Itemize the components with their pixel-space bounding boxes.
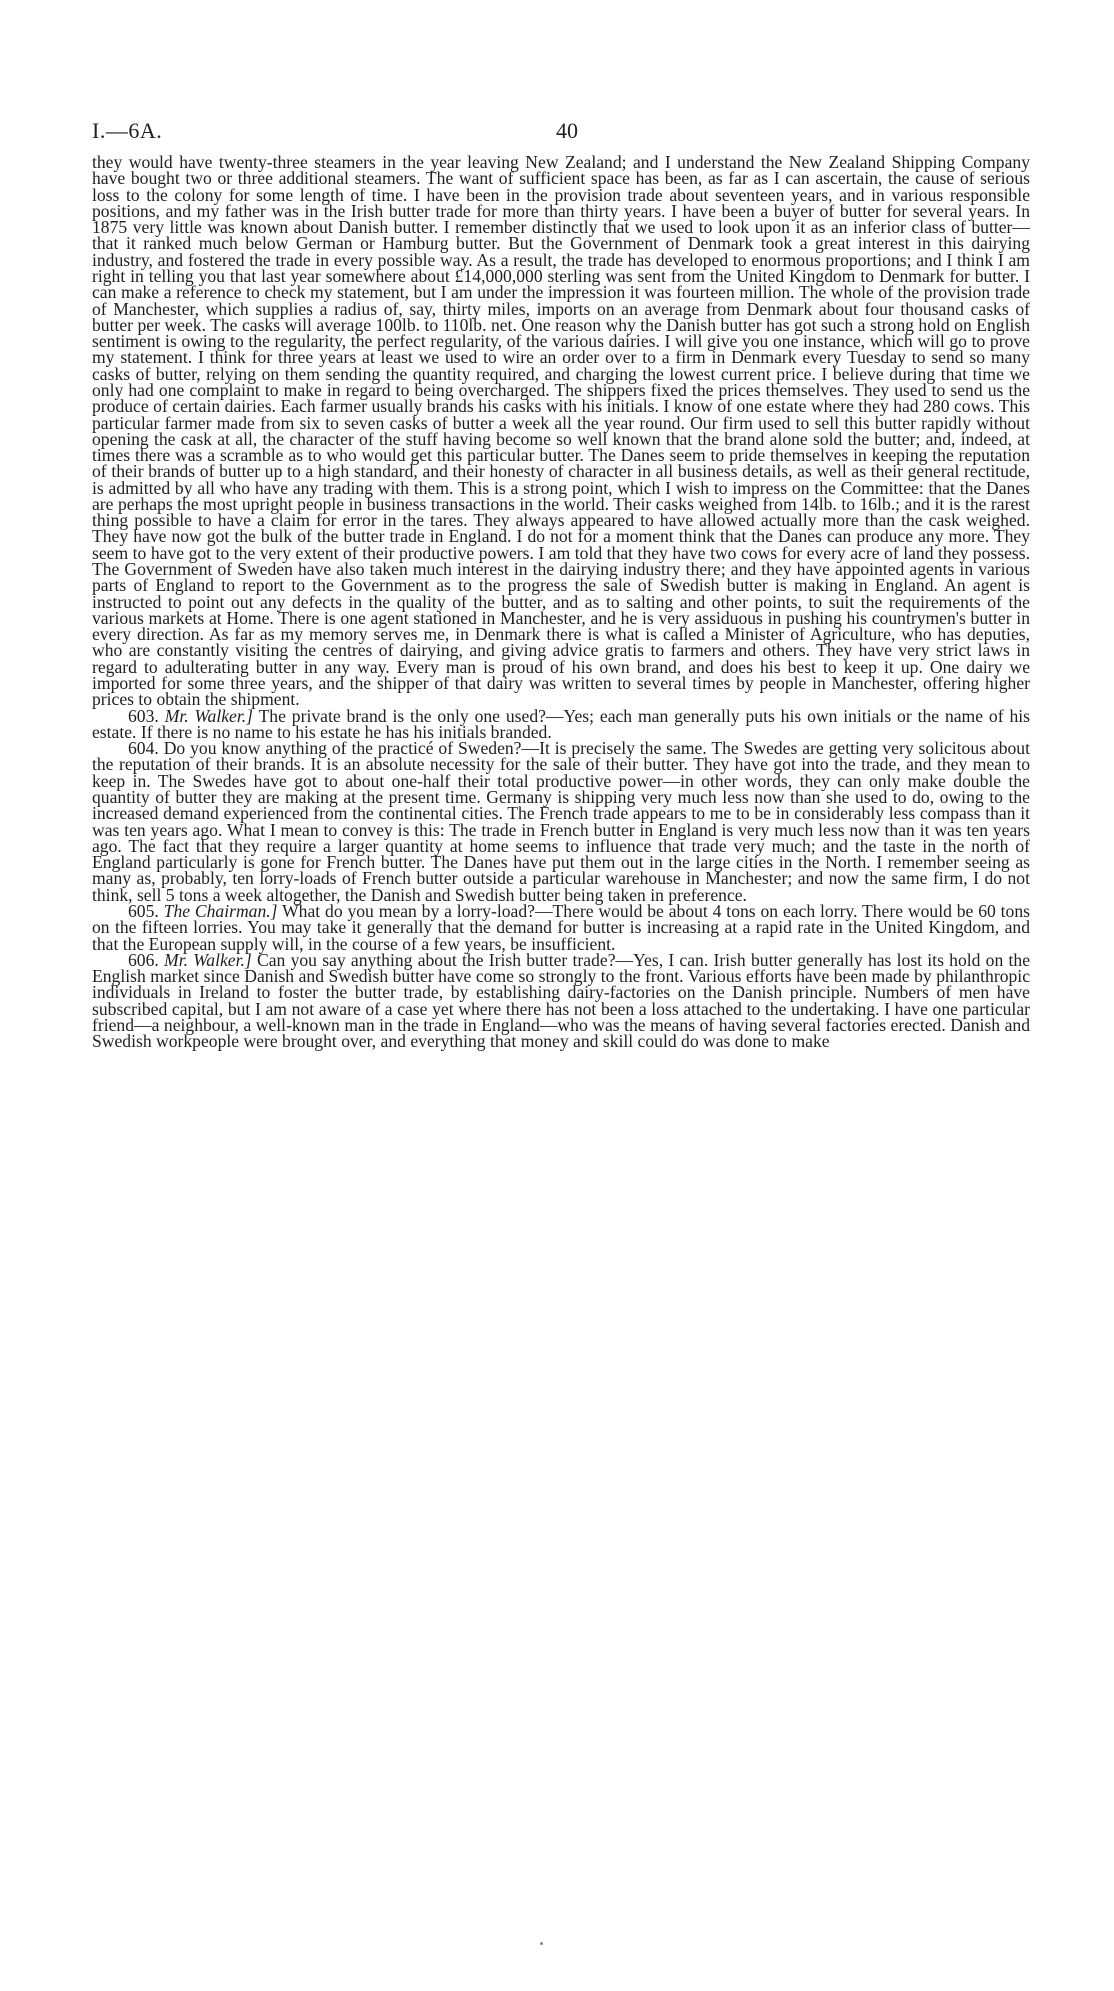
document-page <box>92 118 1031 1052</box>
paragraph-continuation <box>92 154 1030 708</box>
page-number: 40 <box>556 118 578 143</box>
paragraph-606 <box>92 949 1031 1052</box>
paragraph-605 <box>92 900 1030 954</box>
paragraph-604 <box>92 740 1030 903</box>
page-header <box>92 118 1030 154</box>
speaker-label: The Chairman.] <box>163 900 278 921</box>
speaker-label: Mr. Walker.] <box>164 705 253 726</box>
speaker-label: Mr. Walker.] <box>164 949 252 970</box>
question-number: 606. <box>128 949 159 970</box>
question-number: 604. <box>128 738 159 759</box>
document-reference: I.—6A. <box>92 118 163 143</box>
print-speck <box>540 1942 543 1945</box>
paragraph-text: What do you mean by a lorry-load?—There would be about 4 tons on each lorry. There would be 60 tons on the fifteen lorries. You may take it generally that the demand for butter is increasing at a rapid rate in the United Kingdom, and that the European supply will, in the course of a few years, be insufficient. <box>92 900 1030 954</box>
paragraph-text: The private brand is the only one used?—Yes; each man generally puts his own initials or the name of his estate. If there is no name to his estate he has his initials branded. <box>92 705 1030 742</box>
paragraph-text: Can you say anything about the Irish butter trade?—Yes, I can. Irish butter generally has lost its hold on the English market since Danish and Swedish butter have come so strongly to the front. Various efforts have been made by philanthropic individuals in Ireland to foster the butter trade, by establishing dairy-factories on the Danish principle. Numbers of men have subscribed capital, but I am not aware of a case yet where there has not been a loss attached to the undertaking. I have one particular friend—a neighbour, a well-known man in the trade in England—who was the means of having several factories erected. Danish and Swedish workpeople were brought over, and everything that money and skill could do was done to make <box>92 949 1031 1052</box>
paragraph-text: Do you know anything of the practicé of Sweden?—It is precisely the same. The Swedes are getting very solicitous about the reputation of their brands. It is an absolute necessity for the sale of their butter. They have got into the trade, and they mean to keep in. The Swedes have got to about one-half their total productive power—in other words, they can only make double the quantity of butter they are making at the present time. Germany is shipping very much less now than she used to do, owing to the increased demand experienced from the continental cities. The French trade appears to me to be in considerably less compass than it was ten years ago. What I mean to convey is this: The trade in French butter in England is very much less now than it was ten years ago. The fact that they require a larger quantity at home seems to influence that trade very much; and the taste in the north of England particularly is gone for French butter. The Danes have put them out in the large cities in the North. I remember seeing as many as, probably, ten lorry-loads of French butter outside a particular warehouse in Manchester; and now the same firm, I do not think, sell 5 tons a week altogether, the Danish and Swedish butter being taken in preference. <box>92 738 1030 905</box>
question-number: 605. <box>128 900 159 921</box>
paragraph-text: they would have twenty-three steamers in the year leaving New Zealand; and I understand the New Zealand Shipping Company have bought two or three additional steamers. The want of sufficient space has been, as far as I can ascertain, the cause of serious loss to the colony for some length of time. I have been in the provision trade about seventeen years, and in various responsible positions, and my father was in the Irish butter trade for more than thirty years. I have been a buyer of butter for several years. In 1875 very little was known about Danish butter. I remember distinctly that we used to look upon it as an inferior class of butter—that it ranked much below German or Hamburg butter. But the Government of Denmark took a great interest in this dairying industry, and fostered the trade in every possible way. As a result, the trade has developed to enormous proportions; and I think I am right in telling you that last year somewhere about £14,000,000 sterling was sent from the United Kingdom to Denmark for butter. I can make a reference to check my statement, but I am under the impression it was fourteen million. The whole of the provision trade of Manchester, which supplies a radius of, say, thirty miles, imports on an average from Denmark about four thousand casks of butter per week. The casks will average 100lb. to 110lb. net. One reason why the Danish butter has got such a strong hold on English sentiment is owing to the regularity, the perfect regularity, of the various dairies. I will give you one instance, which will go to prove my statement. I think for three years at least we used to wire an order over to a firm in Denmark every Tuesday to send so many casks of butter, relying on them sending the quantity required, and charging the lowest current price. I believe during that time we only had one complaint to make in regard to being overcharged. The shippers fixed the prices themselves. They used to send us the produce of certain dairies. Each farmer usually brands his casks with his initials. I know of one estate where they had 280 cows. This particular farmer made from six to seven casks of butter a week all the year round. Our firm used to sell this butter rapidly without opening the cask at all, the character of the stuff having become so well known that the brand alone sold the butter; and, indeed, at times there was a scramble as to who would get this particular butter. The Danes seem to pride themselves in keeping the reputation of their brands of butter up to a high standard, and their honesty of character in all business details, as well as their general rectitude, is admitted by all who have any trading with them. This is a strong point, which I wish to impress on the Committee: that the Danes are perhaps the most upright people in business transactions in the world. Their casks weighed from 14lb. to 16lb.; and it is the rarest thing possible to have a claim for error in the tares. They always appeared to have allowed actually more than the cask weighed. They have now got the bulk of the butter trade in England. I do not for a moment think that the Danes can produce any more. They seem to have got to the very extent of their productive powers. I am told that they have two cows for every acre of land they possess. The Government of Sweden have also taken much interest in the dairying industry there; and they have appointed agents in various parts of England to report to the Government as to the progress the sale of Swedish butter is making in England. An agent is instructed to point out any defects in the quality of the butter, and as to salting and other points, to suit the requirements of the various markets at Home. There is one agent stationed in Manchester, and he is very assiduous in pushing his countrymen's butter in every direction. As far as my memory serves me, in Denmark there is what is called a Minister of Agriculture, who has deputies, who are constantly visiting the centres of dairying, and giving advice gratis to farmers and others. They have very strict laws in regard to adulterating butter in any way. Every man is proud of his own brand, and does his best to keep it up. One dairy we imported for some three years, and the shipper of that dairy was written to several times by people in Manchester, offering higher prices to obtain the shipment. <box>92 152 1030 710</box>
paragraph-603 <box>92 705 1030 742</box>
question-number: 603. <box>128 705 159 726</box>
